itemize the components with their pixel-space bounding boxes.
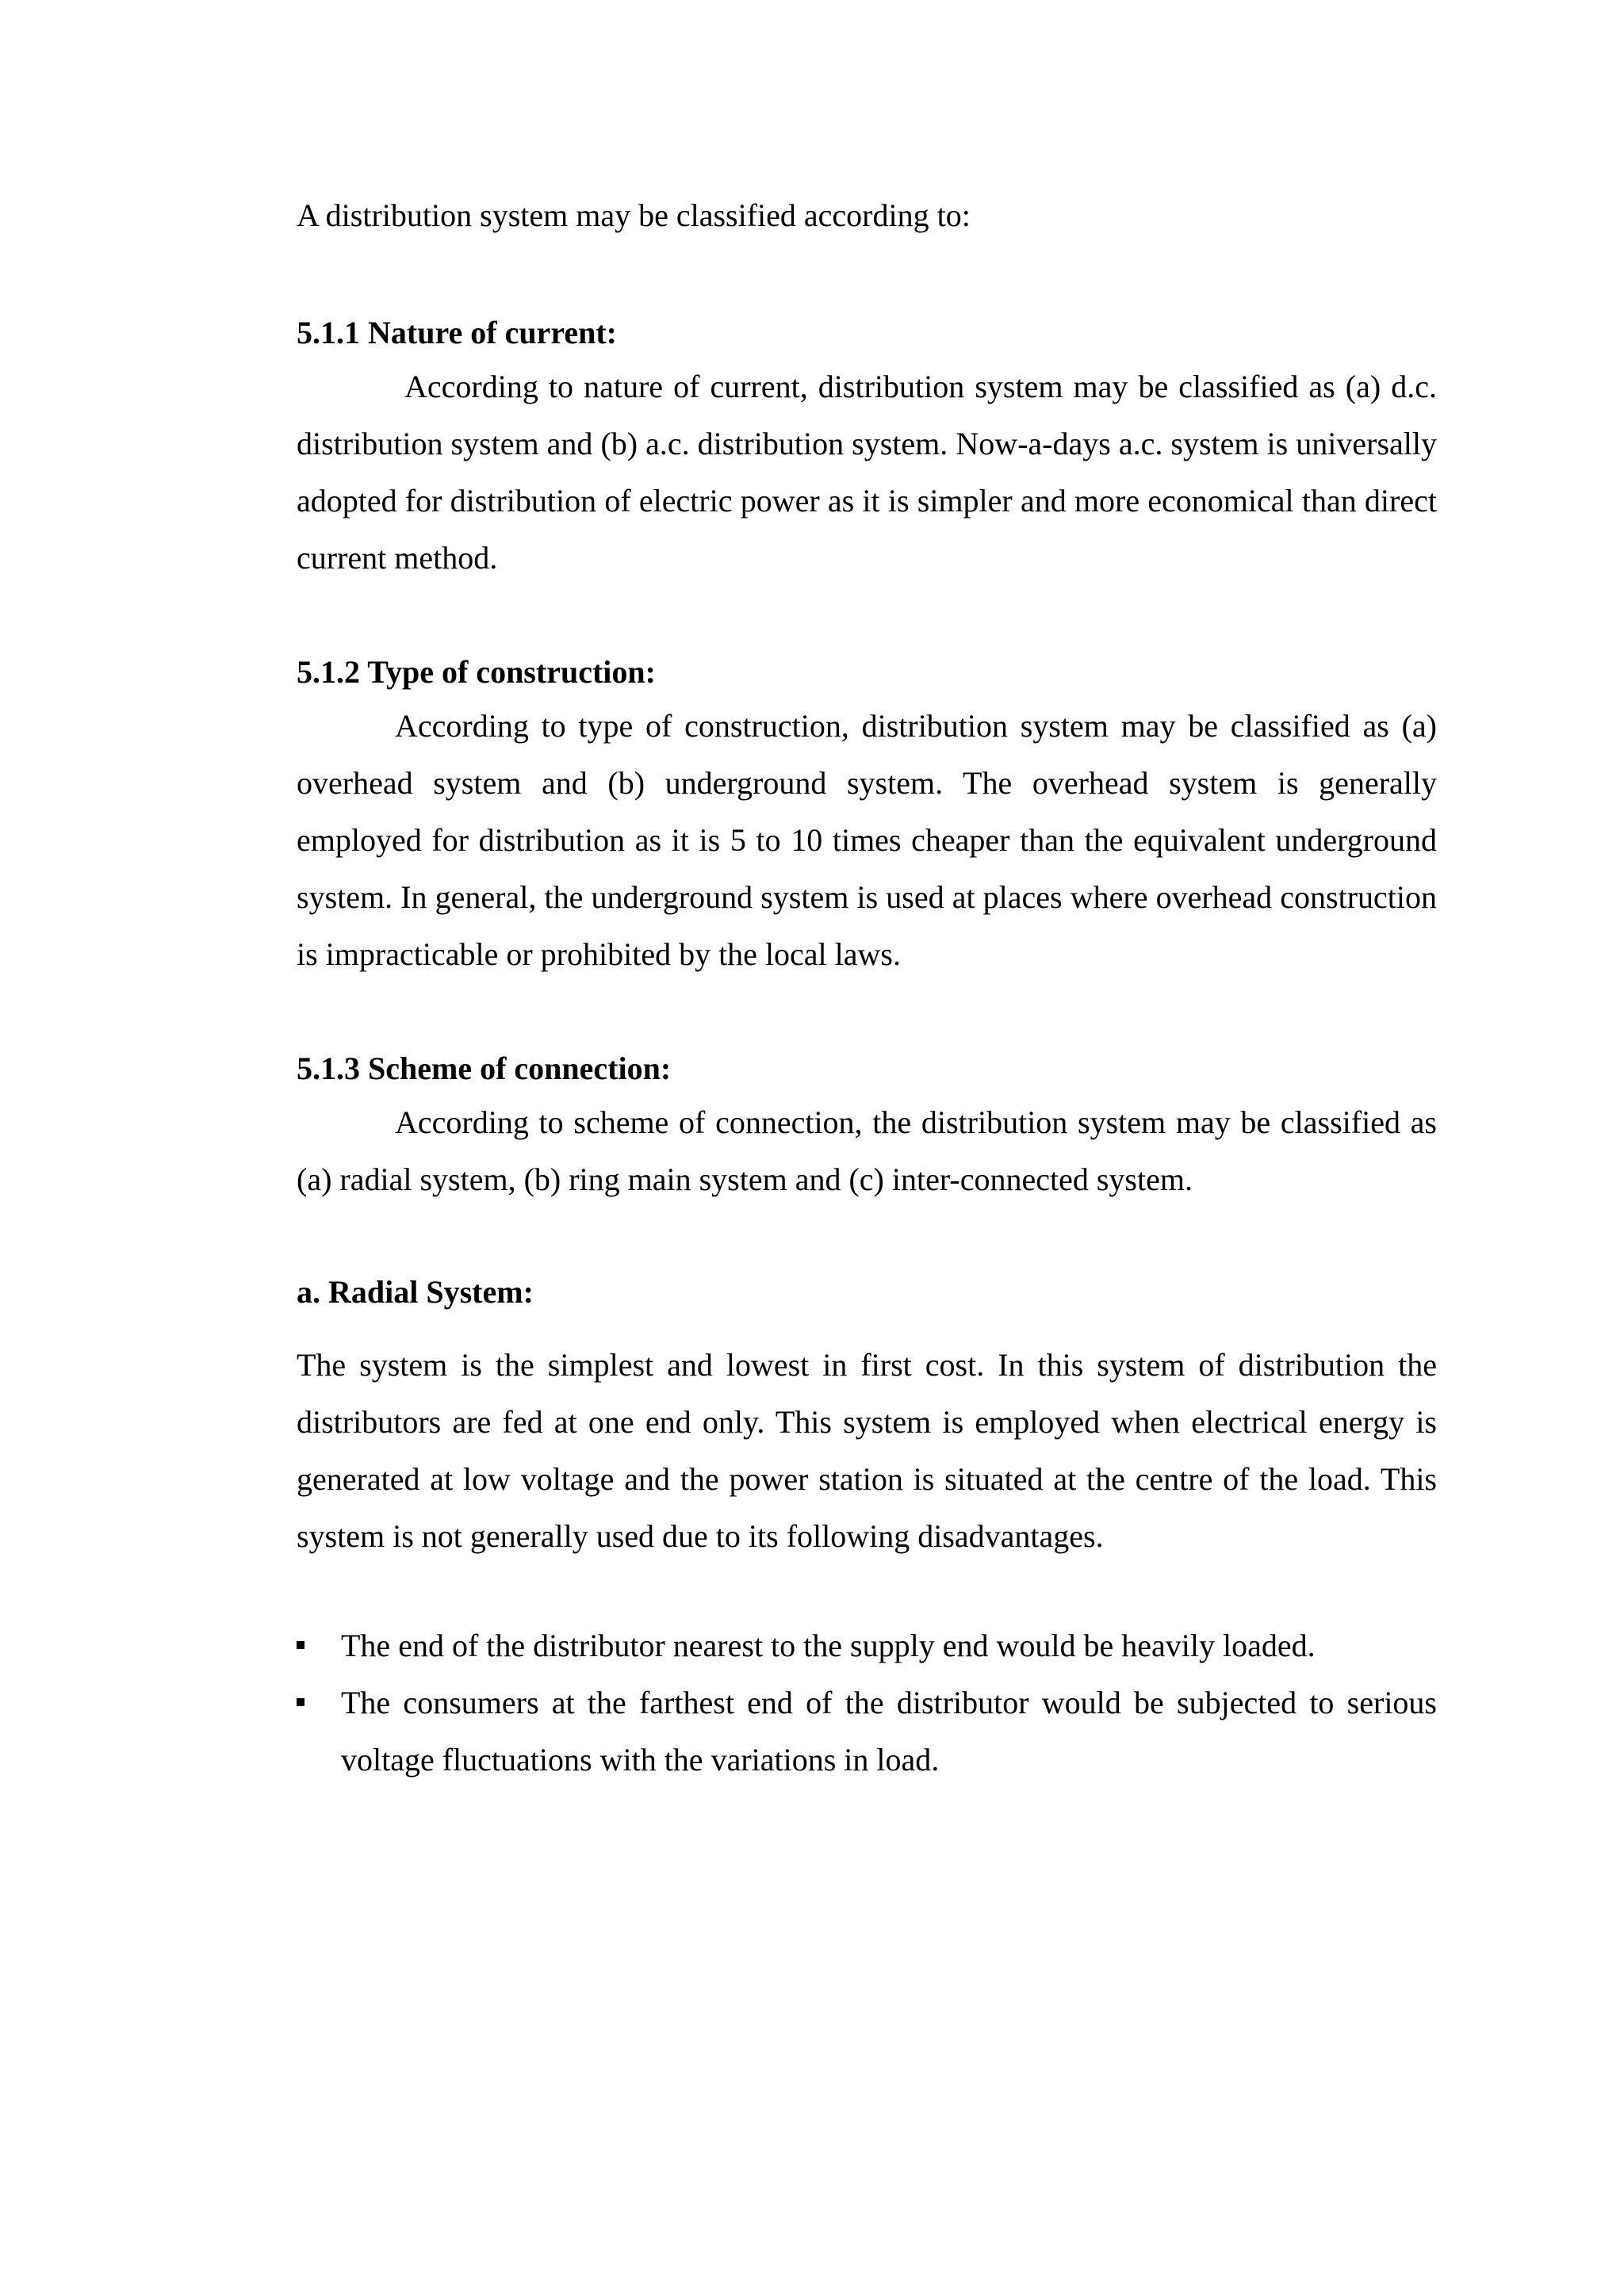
list-item-text: The end of the distributor nearest to the supply end would be heavily loaded. xyxy=(341,1628,1316,1663)
section-heading-type-of-construction: 5.1.2 Type of construction: xyxy=(297,654,656,690)
disadvantages-list xyxy=(297,1617,1437,1789)
radial-system-heading: a. Radial System: xyxy=(297,1274,534,1310)
list-item-text: The consumers at the farthest end of the distributor would be subjected to serious voltage fluctuations with the variations in load. xyxy=(341,1685,1437,1777)
section-text-nature-of-current: According to nature of current, distribution system may be classified as (a) d.c. distribution system and (b) a.c. distribution system. Now-a-days a.c. system is universally adopted for distribution of electric power as it is simpler and more economical than direct current method. xyxy=(297,369,1437,576)
list-item xyxy=(297,1674,1437,1789)
intro-text: A distribution system may be classified according to: xyxy=(297,197,971,233)
section-heading-nature-of-current: 5.1.1 Nature of current: xyxy=(297,315,617,350)
radial-system-text: The system is the simplest and lowest in first cost. In this system of distribution the distributors are fed at one end only. This system is employed when electrical energy is generated at low voltage and the power station is situated at the centre of the load. This system is not generally used due to its following disadvantages. xyxy=(297,1347,1437,1554)
section-text-type-of-construction: According to type of construction, distribution system may be classified as (a) overhead system and (b) underground system. The overhead system is generally employed for distribution as it is 5 to 10 times cheaper than the equivalent underground system. In general, the underground system is used at places where overhead construction is impracticable or prohibited by the local laws. xyxy=(297,708,1437,972)
section-text-scheme-of-connection: According to scheme of connection, the distribution system may be classified as (a) radial system, (b) ring main system and (c) inter-connected system. xyxy=(297,1104,1437,1197)
list-item xyxy=(297,1617,1437,1674)
section-heading-scheme-of-connection: 5.1.3 Scheme of connection: xyxy=(297,1050,672,1086)
square-bullet-icon xyxy=(297,1641,304,1649)
square-bullet-icon xyxy=(297,1698,304,1706)
